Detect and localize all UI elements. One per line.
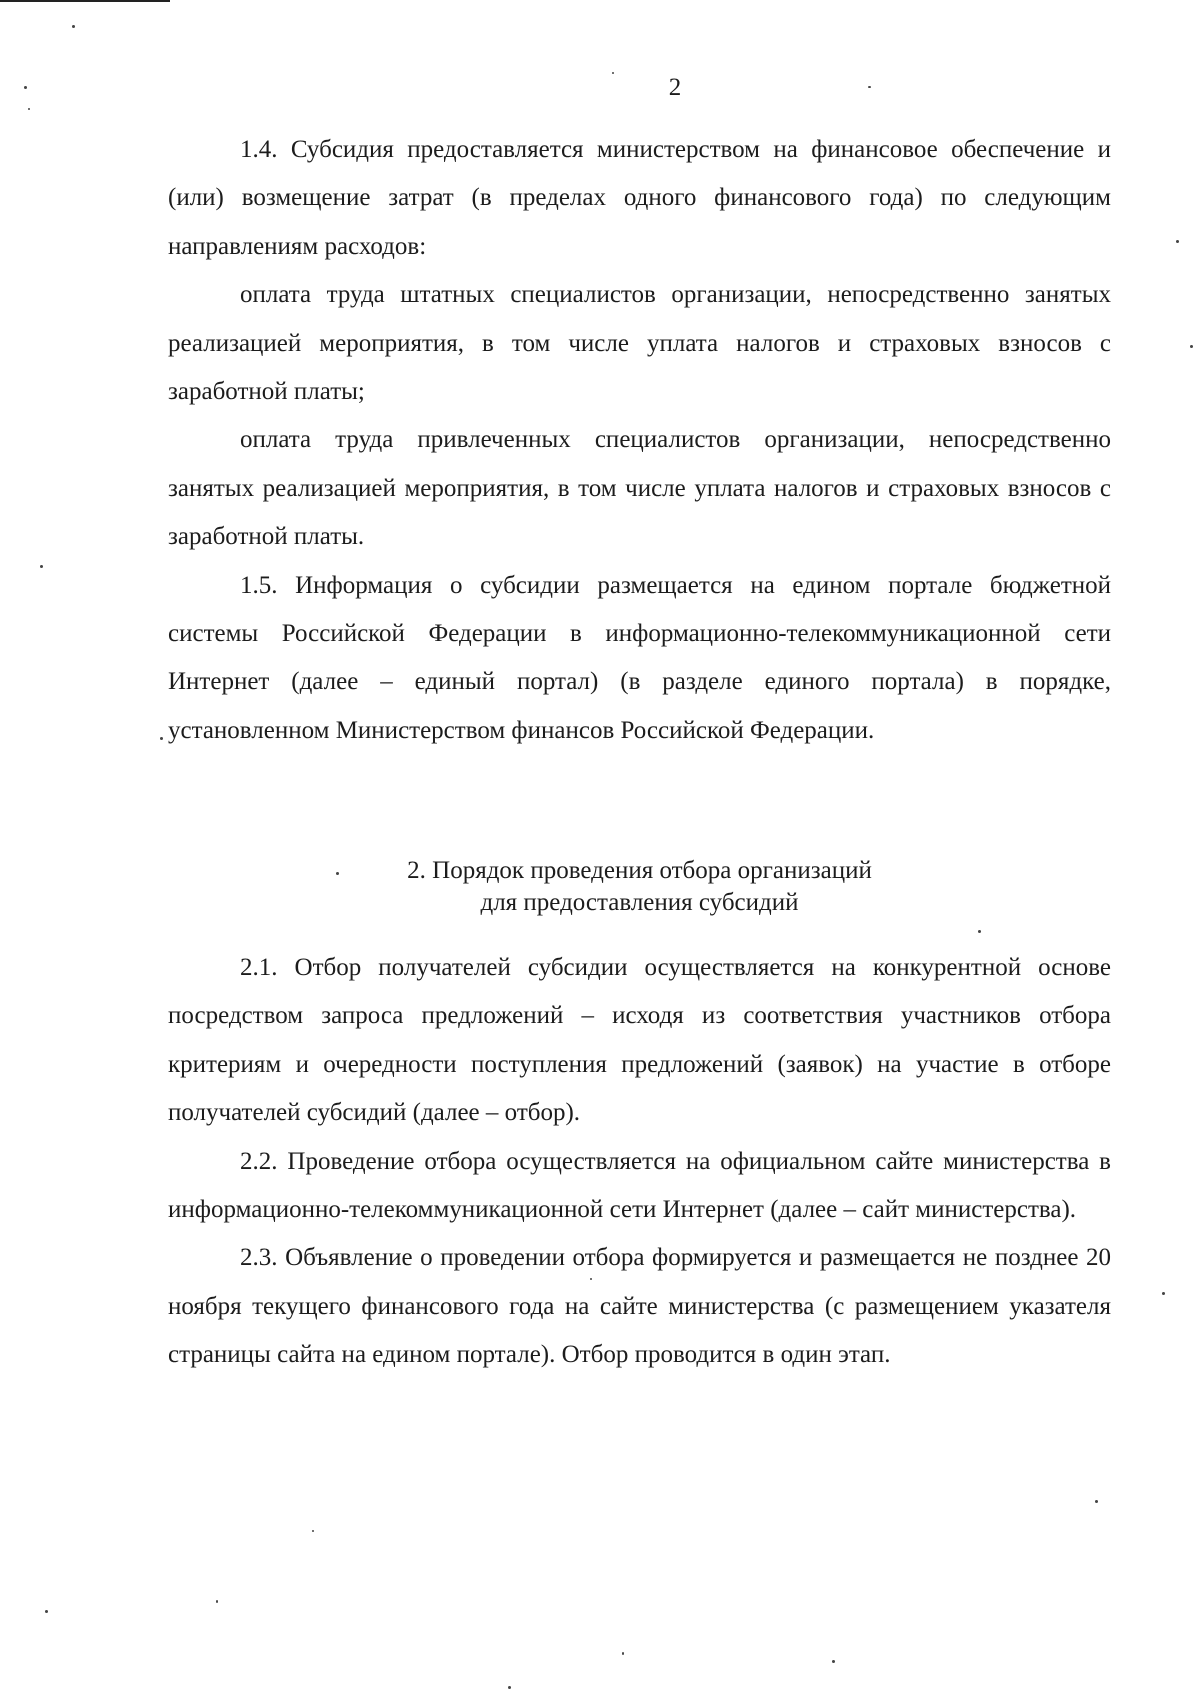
paragraph-2-3: 2.3. Объявление о проведении отбора формируется и размещается не позднее 20 ноября текущего финансового года на сайте министерства (с размещением указателя страницы сайта на едином портале). Отбор проводится в один этап. xyxy=(168,1244,1111,1369)
scan-speck xyxy=(72,25,75,28)
scan-speck xyxy=(832,1660,835,1663)
paragraph-1-5: 1.5. Информация о субсидии размещается на едином портале бюджетной системы Российской Федерации в информационно-телекоммуникационной сети Интернет (далее – единый портал) (в разделе единого портала) в порядке, установленном Министерством финансов Российской Федерации. xyxy=(168,571,1111,744)
scan-speck xyxy=(1095,1500,1098,1503)
scan-speck xyxy=(216,1600,218,1603)
scan-speck xyxy=(590,1278,592,1280)
scan-speck xyxy=(1176,240,1179,243)
paragraph-1-4: 1.4. Субсидия предоставляется министерством на финансовое обеспечение и (или) возмещение затрат (в пределах одного финансового года) по следующим направлениям расходов: xyxy=(168,136,1111,260)
scan-speck xyxy=(24,86,27,89)
paragraph-staff-pay: оплата труда штатных специалистов организации, непосредственно занятых реализацией мероприятия, в том числе уплата налогов и страховых взносов с заработной платы; xyxy=(168,281,1111,406)
scan-speck xyxy=(160,737,163,740)
paragraph-2-2: 2.2. Проведение отбора осуществляется на официальном сайте министерства в информационно-телекоммуникационной сети Интернет (далее – сайт министерства). xyxy=(168,1147,1111,1224)
paragraph-contractor-pay: оплата труда привлеченных специалистов организации, непосредственно занятых реализацией мероприятия, в том числе уплата налогов и страховых взносов с заработной платы. xyxy=(168,426,1111,551)
paragraph-2-1: 2.1. Отбор получателей субсидии осуществляется на конкурентной основе посредством запроса предложений – исходя из соответствия участников отбора критериям и очередности поступления предложений (заявок) на участие в отборе получателей субсидий (далее – отбор). xyxy=(168,954,1111,1127)
scan-speck xyxy=(868,86,871,88)
scan-speck xyxy=(40,565,43,568)
scan-speck xyxy=(336,872,339,875)
scan-speck xyxy=(1162,1292,1165,1295)
section-2-heading-line-2: для предоставления субсидий xyxy=(480,889,799,916)
section-2-heading xyxy=(168,855,1111,919)
scan-speck xyxy=(508,1686,511,1689)
scan-speck xyxy=(28,108,30,110)
page-number: 2 xyxy=(668,74,682,101)
scan-speck xyxy=(45,1610,48,1613)
scan-speck xyxy=(1190,345,1193,348)
section-2-heading-line-1: 2. Порядок проведения отбора организаций xyxy=(407,857,872,884)
section-2-body xyxy=(168,944,1111,1380)
section-1-body xyxy=(168,126,1111,755)
scan-speck xyxy=(622,1652,624,1655)
scan-speck xyxy=(612,72,614,74)
scan-speck xyxy=(312,1530,314,1532)
scan-edge-mark xyxy=(0,0,170,2)
scan-speck xyxy=(978,930,981,933)
